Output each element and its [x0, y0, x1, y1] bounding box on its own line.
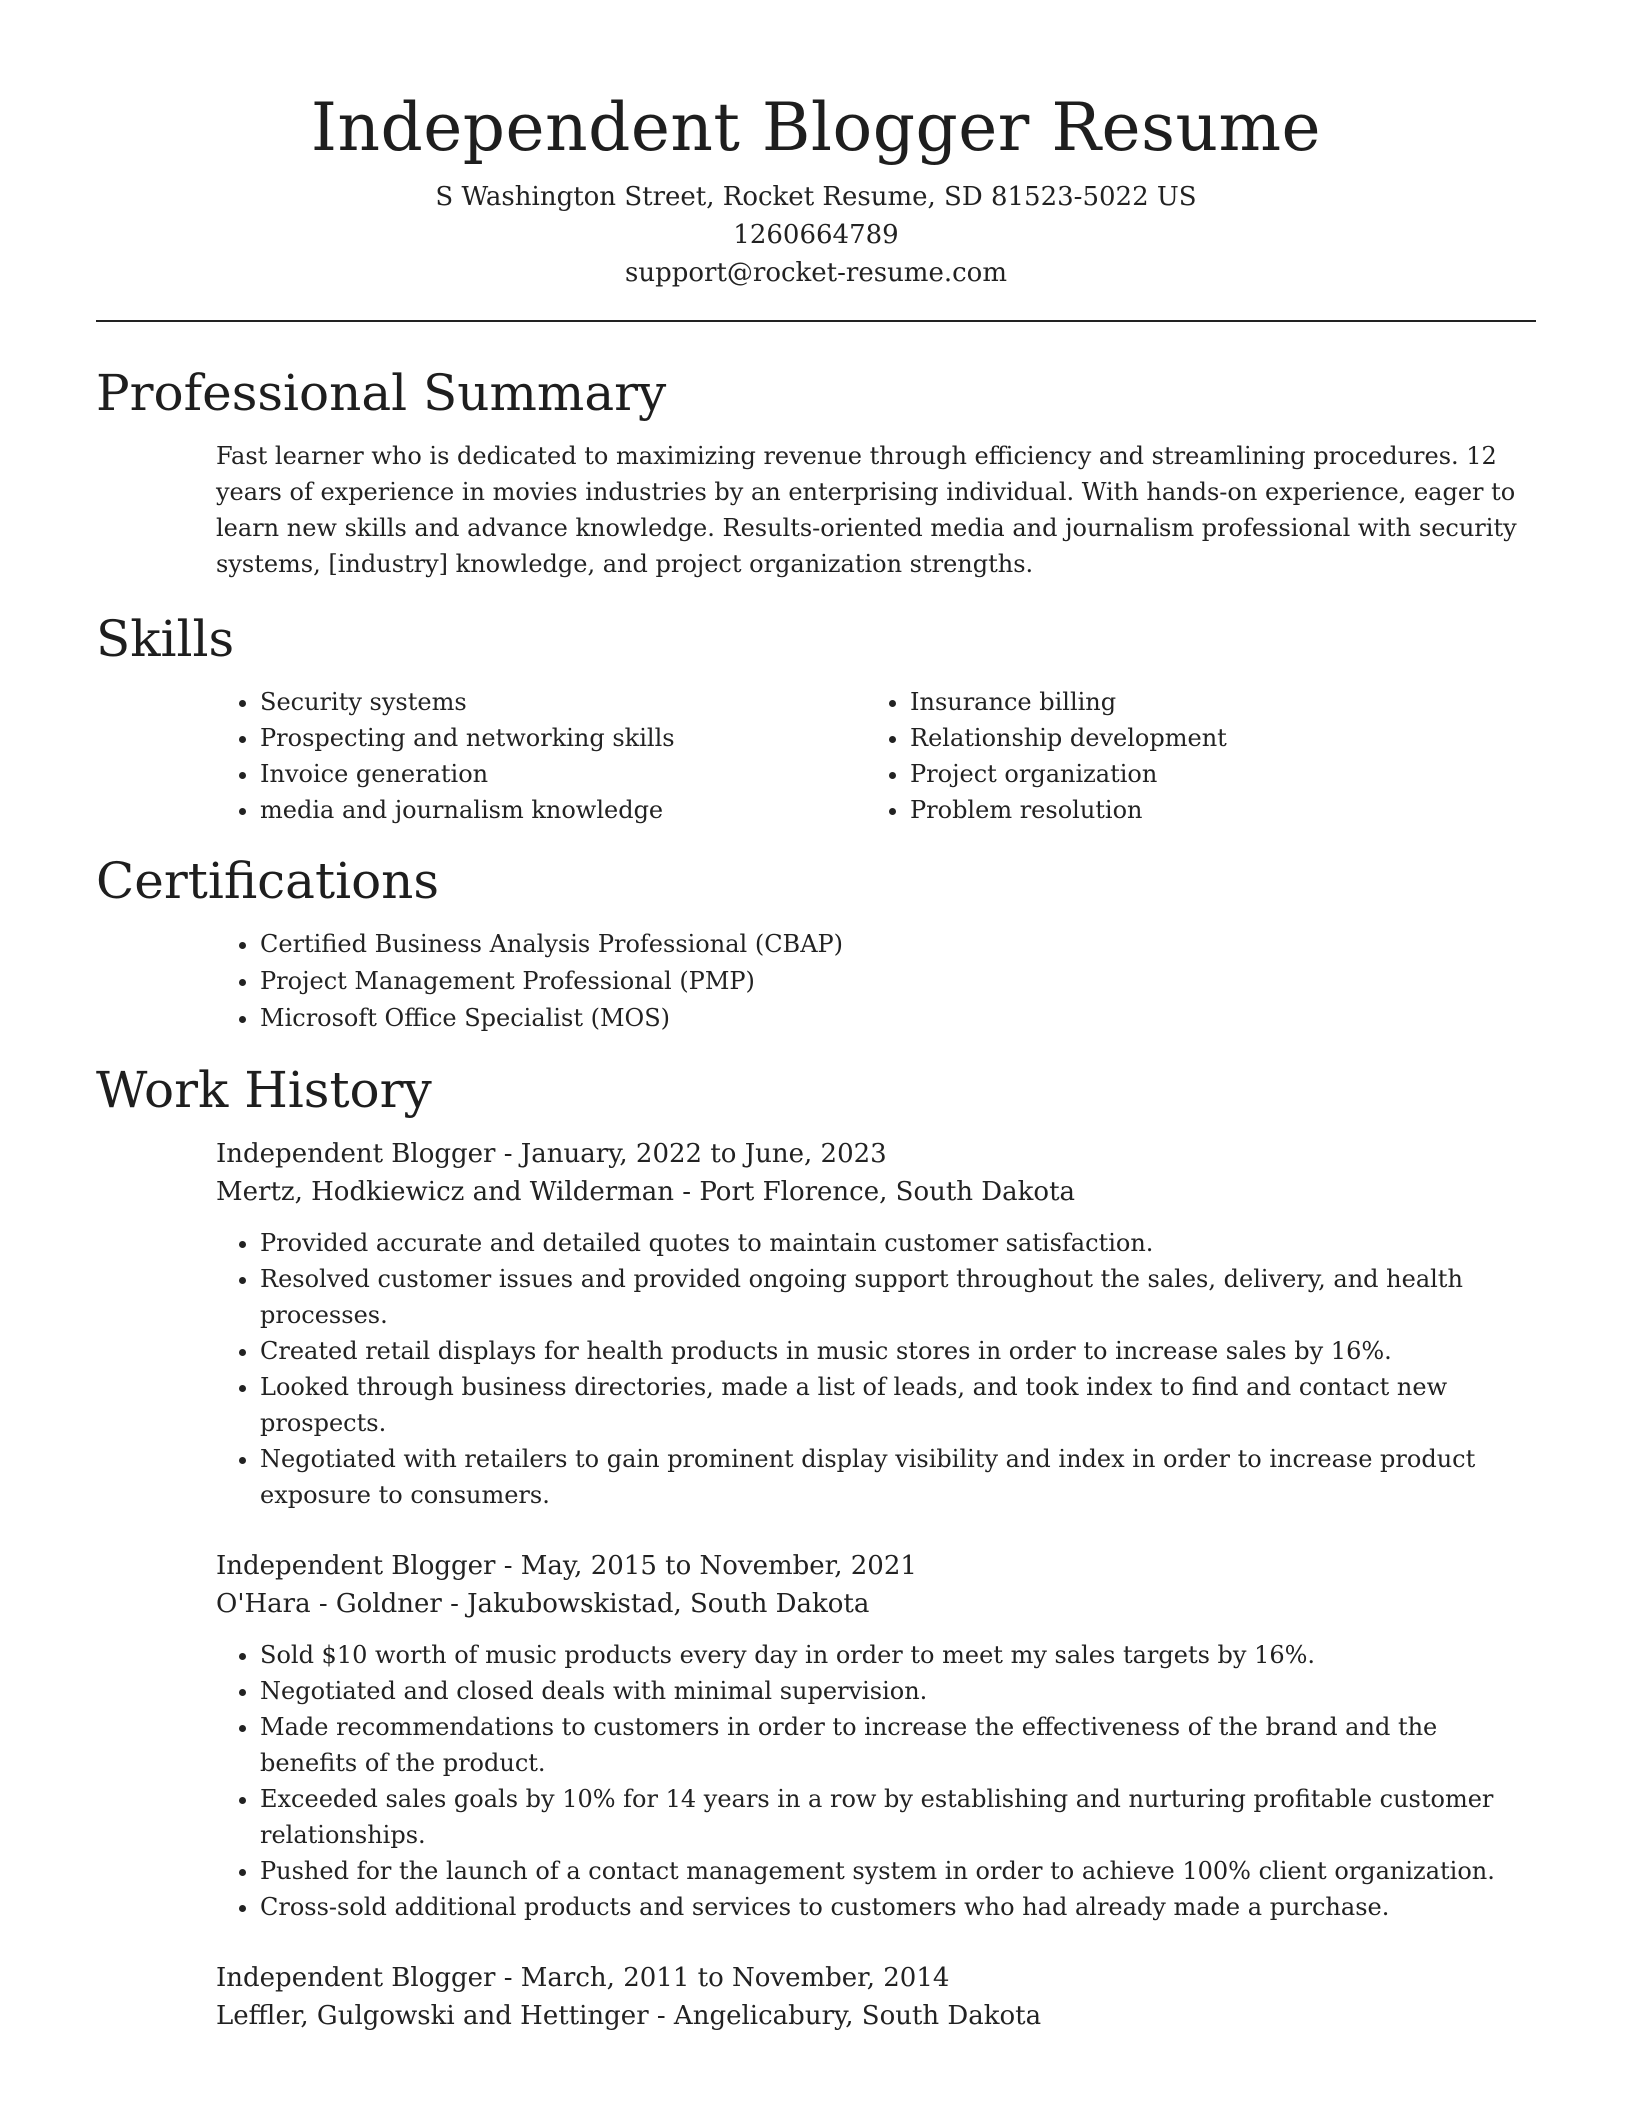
- header-divider: [96, 320, 1536, 322]
- job-bullet: • Exceeded sales goals by 10% for 14 years in a row by establishing and nurturing profitable customer relationships.: [260, 1781, 1536, 1853]
- email-text: support@rocket-resume.com: [624, 258, 1007, 288]
- job-bullet: • Resolved customer issues and provided ongoing support throughout the sales, delivery, and health processes.: [260, 1261, 1536, 1333]
- job-bullet: • Negotiated with retailers to gain prominent display visibility and index in order to increase product exposure to consumers.: [260, 1441, 1536, 1513]
- resume-page: [96, 0, 1536, 2035]
- job-bullets: [216, 1637, 1536, 1925]
- skill-item: • Problem resolution: [910, 792, 1510, 828]
- job-bullet: • Negotiated and closed deals with minimal supervision.: [260, 1673, 1536, 1709]
- job-bullet: • Sold $10 worth of music products every day in order to meet my sales targets by 16%.: [260, 1637, 1536, 1673]
- section-title-skills: Skills: [96, 610, 235, 668]
- job-title-line: Independent Blogger - March, 2011 to November, 2014: [216, 1963, 950, 1993]
- job-title-line: Independent Blogger - January, 2022 to June, 2023: [216, 1139, 887, 1169]
- job-bullet: • Made recommendations to customers in order to increase the effectiveness of the brand and the benefits of the product.: [260, 1709, 1536, 1781]
- skill-item: • Security systems: [260, 684, 866, 720]
- skill-item: • Prospecting and networking skills: [260, 720, 866, 756]
- certification-item: • Certified Business Analysis Professional (CBAP): [260, 926, 1536, 963]
- job-bullet: • Provided accurate and detailed quotes to maintain customer satisfaction.: [260, 1225, 1536, 1261]
- job-entry: [216, 1135, 1536, 1513]
- job-bullet: • Created retail displays for health products in music stores in order to increase sales by 16%.: [260, 1333, 1536, 1369]
- certification-item: • Project Management Professional (PMP): [260, 963, 1536, 1000]
- phone-text: 1260664789: [733, 220, 899, 250]
- skill-item: • Relationship development: [910, 720, 1510, 756]
- job-company-line: O'Hara - Goldner - Jakubowskistad, South Dakota: [216, 1589, 870, 1619]
- skills-column-right: [866, 684, 1510, 828]
- skill-item: • Invoice generation: [260, 756, 866, 792]
- job-bullets: [216, 1225, 1536, 1513]
- summary-text: Fast learner who is dedicated to maximizing revenue through efficiency and streamlining procedures. 12 years of experience in movies industries by an enterprising individual. With hands-on experience, eager to learn new skills and advance knowledge. Results-oriented media and journalism professional with security systems, [industry] knowledge, and project organization strengths.: [216, 442, 1517, 578]
- certification-item: • Microsoft Office Specialist (MOS): [260, 1000, 1536, 1037]
- skills-list: [216, 684, 1536, 828]
- skill-item: • Insurance billing: [910, 684, 1510, 720]
- job-entry: [216, 1547, 1536, 1925]
- job-company-line: Mertz, Hodkiewicz and Wilderman - Port Florence, South Dakota: [216, 1177, 1076, 1207]
- address-text: S Washington Street, Rocket Resume, SD 81523-5022 US: [435, 182, 1197, 212]
- job-company-line: Leffler, Gulgowski and Hettinger - Angelicabury, South Dakota: [216, 2001, 1042, 2031]
- skill-item: • media and journalism knowledge: [260, 792, 866, 828]
- work-history-list: [216, 1135, 1536, 2035]
- resume-title: Independent Blogger Resume: [310, 89, 1322, 166]
- certifications-list: [216, 926, 1536, 1037]
- section-title-work-history: Work History: [96, 1061, 432, 1119]
- section-title-summary: Professional Summary: [96, 364, 667, 422]
- contact-block: [96, 178, 1536, 292]
- skill-item: • Project organization: [910, 756, 1510, 792]
- job-bullet: • Pushed for the launch of a contact management system in order to achieve 100% client organization.: [260, 1853, 1536, 1889]
- job-title-line: Independent Blogger - May, 2015 to November, 2021: [216, 1551, 917, 1581]
- job-bullet: • Cross-sold additional products and services to customers who had already made a purchase.: [260, 1889, 1536, 1925]
- section-title-certifications: Certifications: [96, 852, 440, 910]
- job-entry: [216, 1959, 1536, 2035]
- skills-column-left: [216, 684, 866, 828]
- job-bullet: • Looked through business directories, made a list of leads, and took index to find and contact new prospects.: [260, 1369, 1536, 1441]
